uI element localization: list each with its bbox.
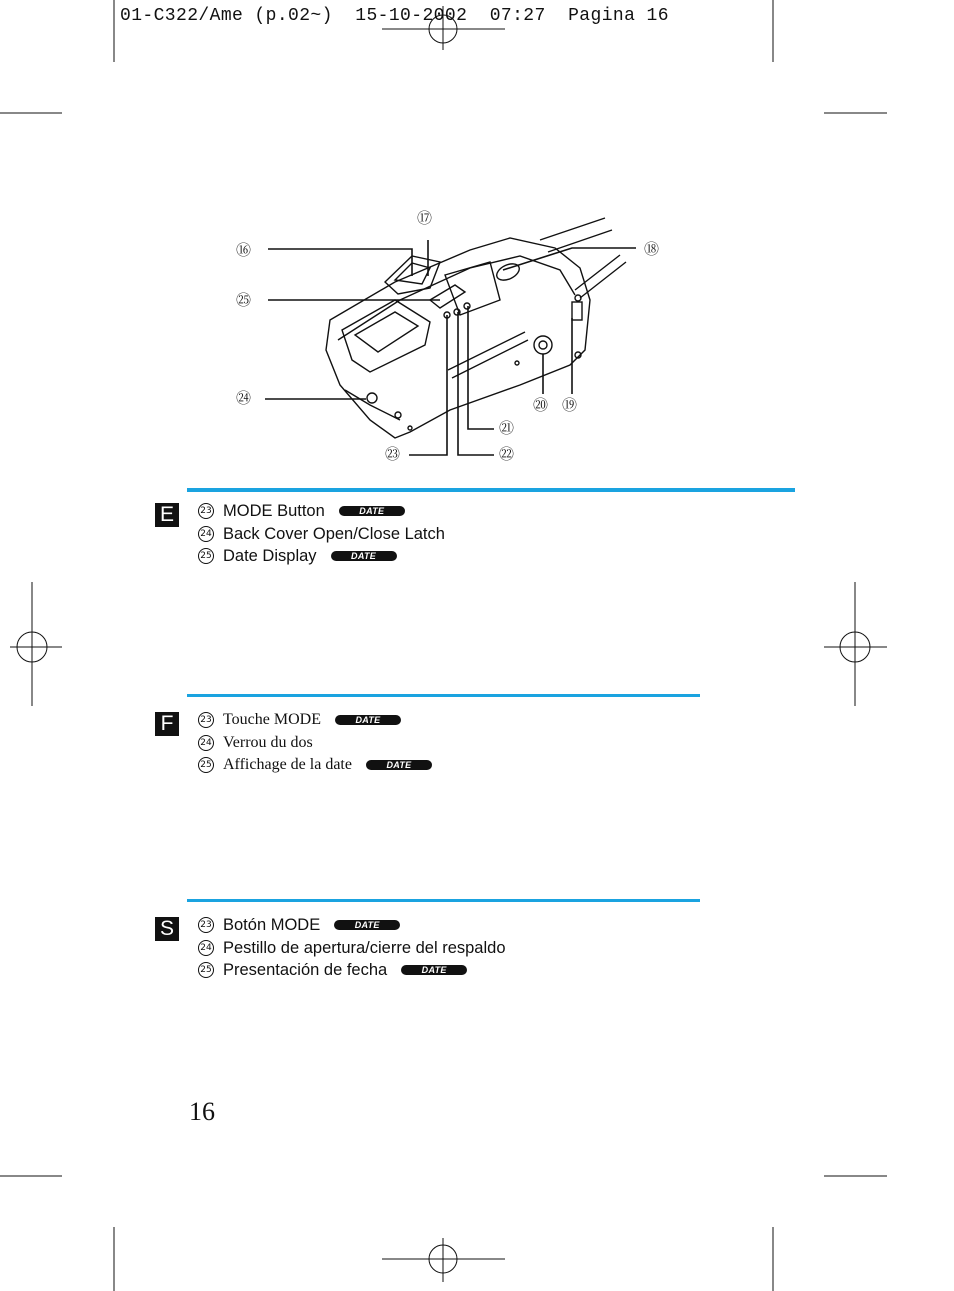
item-number: 23 <box>198 712 214 728</box>
item-number: 25 <box>198 962 214 978</box>
callout-16: ⑯ <box>236 241 252 259</box>
item-number: 24 <box>198 526 214 542</box>
strap <box>540 218 626 298</box>
callout-25: ㉕ <box>236 291 252 309</box>
parts-list-french <box>198 709 432 777</box>
latch-dot <box>395 412 401 418</box>
callout-18: ⑱ <box>644 240 660 258</box>
item-number: 23 <box>198 503 214 519</box>
item-number: 24 <box>198 735 214 751</box>
list-item <box>198 914 506 937</box>
item-text: Botón MODE <box>223 916 321 934</box>
item-text: Presentación de fecha <box>223 961 388 979</box>
callout-19: ⑲ <box>562 396 578 414</box>
callout-20: ⑳ <box>533 396 549 414</box>
tripod-socket-inner <box>539 341 547 349</box>
slug-file: 01-C322/Ame (p.02~) <box>120 6 333 26</box>
slug-page: Pagina 16 <box>568 6 669 26</box>
date-badge: DATE <box>366 760 432 770</box>
list-item <box>198 545 445 568</box>
shutter-button <box>494 261 522 284</box>
parts-list-english <box>198 500 445 568</box>
leader-lines <box>265 240 636 455</box>
tripod-socket <box>534 336 552 354</box>
section-rule-french <box>187 694 700 697</box>
list-item <box>198 709 432 732</box>
callout-22: ㉒ <box>499 445 515 463</box>
date-badge: DATE <box>401 965 467 975</box>
item-number: 23 <box>198 917 214 933</box>
item-text: Verrou du dos <box>223 733 313 751</box>
body-lower-edge <box>345 390 400 420</box>
seam-line <box>448 332 528 378</box>
item-text: Date Display <box>223 547 317 565</box>
callout-17: ⑰ <box>417 209 433 227</box>
strap-eyelet <box>572 302 582 320</box>
list-item <box>198 937 506 960</box>
page-number: 16 <box>189 1097 215 1126</box>
back-latch <box>367 393 377 403</box>
list-item <box>198 500 445 523</box>
date-badge: DATE <box>331 551 397 561</box>
list-item <box>198 959 506 982</box>
date-badge: DATE <box>339 506 405 516</box>
item-text: Touche MODE <box>223 711 321 728</box>
slug-time: 07:27 <box>489 6 546 26</box>
list-item <box>198 523 445 546</box>
slug-date: 15-10-2002 <box>355 6 468 26</box>
item-number: 24 <box>198 940 214 956</box>
lang-badge-french: F <box>155 712 179 736</box>
callout-23: ㉓ <box>385 445 401 463</box>
date-window <box>430 285 465 308</box>
item-text: MODE Button <box>223 502 325 520</box>
date-badge: DATE <box>334 920 400 930</box>
item-text: Affichage de la date <box>223 756 352 773</box>
callout-24: ㉔ <box>236 389 252 407</box>
item-number: 25 <box>198 757 214 773</box>
date-badge: DATE <box>335 715 401 725</box>
section-rule-spanish <box>187 899 700 902</box>
callout-21: ㉑ <box>499 419 515 437</box>
item-text: Back Cover Open/Close Latch <box>223 524 445 543</box>
parts-list-spanish <box>198 914 506 982</box>
date-panel <box>445 262 500 315</box>
lang-badge-english: E <box>155 503 179 527</box>
list-item <box>198 732 432 755</box>
item-number: 25 <box>198 548 214 564</box>
item-text: Pestillo de apertura/cierre del respaldo <box>223 938 506 957</box>
camera-diagram <box>230 200 660 470</box>
button-dot <box>464 303 470 309</box>
list-item <box>198 754 432 777</box>
section-rule-english <box>187 488 795 492</box>
lang-badge-spanish: S <box>155 917 179 941</box>
